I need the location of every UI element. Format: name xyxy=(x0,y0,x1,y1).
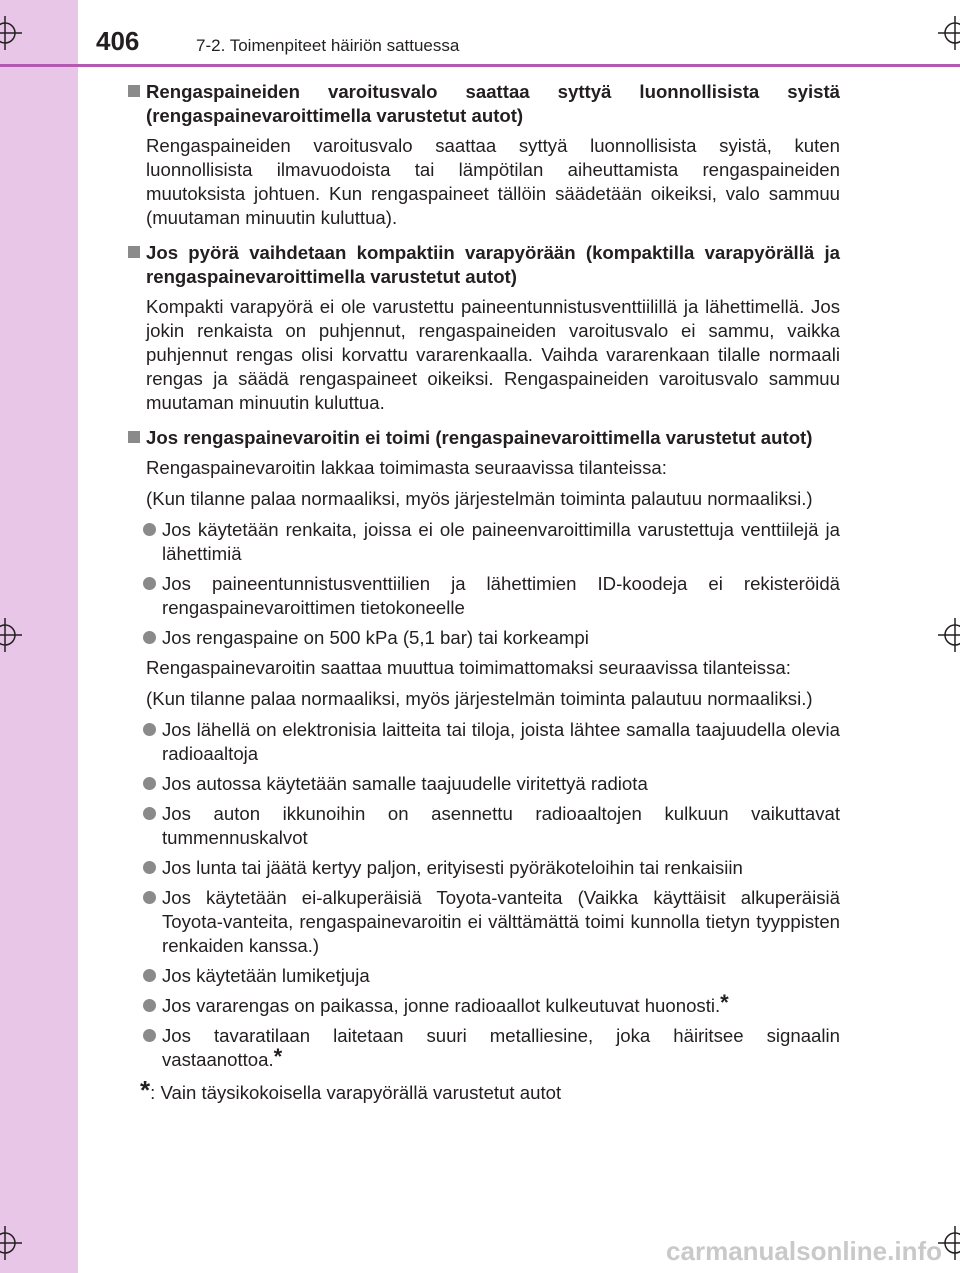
square-bullet-icon xyxy=(128,431,140,443)
list-item xyxy=(126,856,840,880)
header-rule xyxy=(0,64,960,67)
round-bullet-icon xyxy=(143,969,156,982)
list-item-text: Jos tavaratilaan laitetaan suuri metalliesine, joka häiritsee signaalin vastaanottoa. xyxy=(162,1025,840,1070)
list-item-text: Jos lähellä on elektronisia laitteita tai tiloja, joista lähtee samalla taajuudella olevia radioaaltoja xyxy=(162,719,840,764)
paragraph: (Kun tilanne palaa normaaliksi, myös järjestelmän toiminta palautuu normaaliksi.) xyxy=(146,688,813,709)
page-number: 406 xyxy=(96,26,140,56)
registration-mark-icon xyxy=(938,618,960,652)
list-item xyxy=(126,572,840,620)
round-bullet-icon xyxy=(143,1029,156,1042)
list-item xyxy=(126,626,840,650)
round-bullet-icon xyxy=(143,891,156,904)
round-bullet-icon xyxy=(143,861,156,874)
round-bullet-icon xyxy=(143,723,156,736)
list-item xyxy=(126,964,840,988)
page-content xyxy=(126,80,840,1105)
list-item xyxy=(126,802,840,850)
footnote-text: : Vain täysikokoisella varapyörällä varustetut autot xyxy=(150,1082,562,1103)
round-bullet-icon xyxy=(143,523,156,536)
section-heading xyxy=(126,241,840,289)
footnote-marker: * xyxy=(720,990,729,1015)
registration-mark-icon xyxy=(0,1226,22,1260)
list-item xyxy=(126,772,840,796)
paragraph: Rengaspainevaroitin lakkaa toimimasta seuraavissa tilanteissa: xyxy=(146,457,667,478)
paragraph: Rengaspainevaroitin saattaa muuttua toimimattomaksi seuraavissa tilanteissa: xyxy=(146,657,791,678)
heading-text: Rengaspaineiden varoitusvalo saattaa syttyä luonnollisista syistä (rengaspainevaroittimella varustetut autot) xyxy=(146,81,840,126)
list-item xyxy=(126,518,840,566)
list-item-text: Jos rengaspaine on 500 kPa (5,1 bar) tai korkeampi xyxy=(162,627,589,648)
round-bullet-icon xyxy=(143,631,156,644)
round-bullet-icon xyxy=(143,777,156,790)
list-item-text: Jos käytetään ei-alkuperäisiä Toyota-vanteita (Vaikka käyttäisit alkuperäisiä Toyota-vanteita, rengaspainevaroitin ei välttämättä toimi kunnolla tietyn tyyppisten renkaiden kanssa.) xyxy=(162,887,840,956)
round-bullet-icon xyxy=(143,577,156,590)
round-bullet-icon xyxy=(143,807,156,820)
heading-text: Jos pyörä vaihdetaan kompaktiin varapyörään (kompaktilla varapyörällä ja rengaspainevaroittimella varustetut autot) xyxy=(146,242,840,287)
list-item-text: Jos paineentunnistusventtiilien ja lähettimien ID-koodeja ei rekisteröidä rengaspainevaroittimen tietokoneelle xyxy=(162,573,840,618)
paragraph: (Kun tilanne palaa normaaliksi, myös järjestelmän toiminta palautuu normaaliksi.) xyxy=(146,488,813,509)
list-item-text: Jos vararengas on paikassa, jonne radioaallot kulkeutuvat huonosti. xyxy=(162,995,721,1016)
heading-text: Jos rengaspainevaroitin ei toimi (rengaspainevaroittimella varustetut autot) xyxy=(146,427,813,448)
square-bullet-icon xyxy=(128,246,140,258)
footnote-asterisk: * xyxy=(140,1075,151,1105)
list-item xyxy=(126,886,840,958)
paragraph: Rengaspaineiden varoitusvalo saattaa syttyä luonnollisista syistä, kuten luonnollisista ilmavuodoista tai lämpötilan aiheuttamista rengaspaineiden muutoksista johtuen. Kun rengaspaineet tällöin säädetään oikeiksi, valo sammuu (muutaman minuutin kuluttua). xyxy=(146,135,840,228)
list-item-text: Jos käytetään lumiketjuja xyxy=(162,965,370,986)
section-heading xyxy=(126,426,840,450)
registration-mark-icon xyxy=(0,16,22,50)
list-item-text: Jos käytetään renkaita, joissa ei ole paineenvaroittimilla varustettuja venttiilejä ja lähettimiä xyxy=(162,519,840,564)
list-item xyxy=(126,1024,840,1072)
footnote-marker: * xyxy=(273,1044,283,1069)
watermark: carmanualsonline.info xyxy=(666,1236,942,1266)
list-item-text: Jos autossa käytetään samalle taajuudelle viritettyä radiota xyxy=(162,773,648,794)
footnote xyxy=(126,1075,840,1105)
square-bullet-icon xyxy=(128,85,140,97)
list-item xyxy=(126,718,840,766)
section-title: 7-2. Toimenpiteet häiriön sattuessa xyxy=(196,36,460,55)
section-heading xyxy=(126,80,840,128)
list-item-text: Jos auton ikkunoihin on asennettu radioaaltojen kulkuun vaikuttavat tummennuskalvot xyxy=(162,803,840,848)
list-item xyxy=(126,990,840,1018)
registration-mark-icon xyxy=(938,16,960,50)
round-bullet-icon xyxy=(143,999,156,1012)
paragraph: Kompakti varapyörä ei ole varustettu paineentunnistusventtiilillä ja lähettimellä. Jos jokin renkaista on puhjennut, rengaspaineiden varoitusvalo ei sammu, vaikka puhjennut rengas olisi korvattu vararenkaalla. Vaihda vararenkaan tilalle normaali rengas ja säädä rengaspaineet oikeiksi. Rengaspaineiden varoitusvalo sammuu muutaman minuutin kuluttua. xyxy=(146,296,840,413)
registration-mark-icon xyxy=(0,618,22,652)
list-item-text: Jos lunta tai jäätä kertyy paljon, erityisesti pyöräkoteloihin tai renkaisiin xyxy=(162,857,743,878)
